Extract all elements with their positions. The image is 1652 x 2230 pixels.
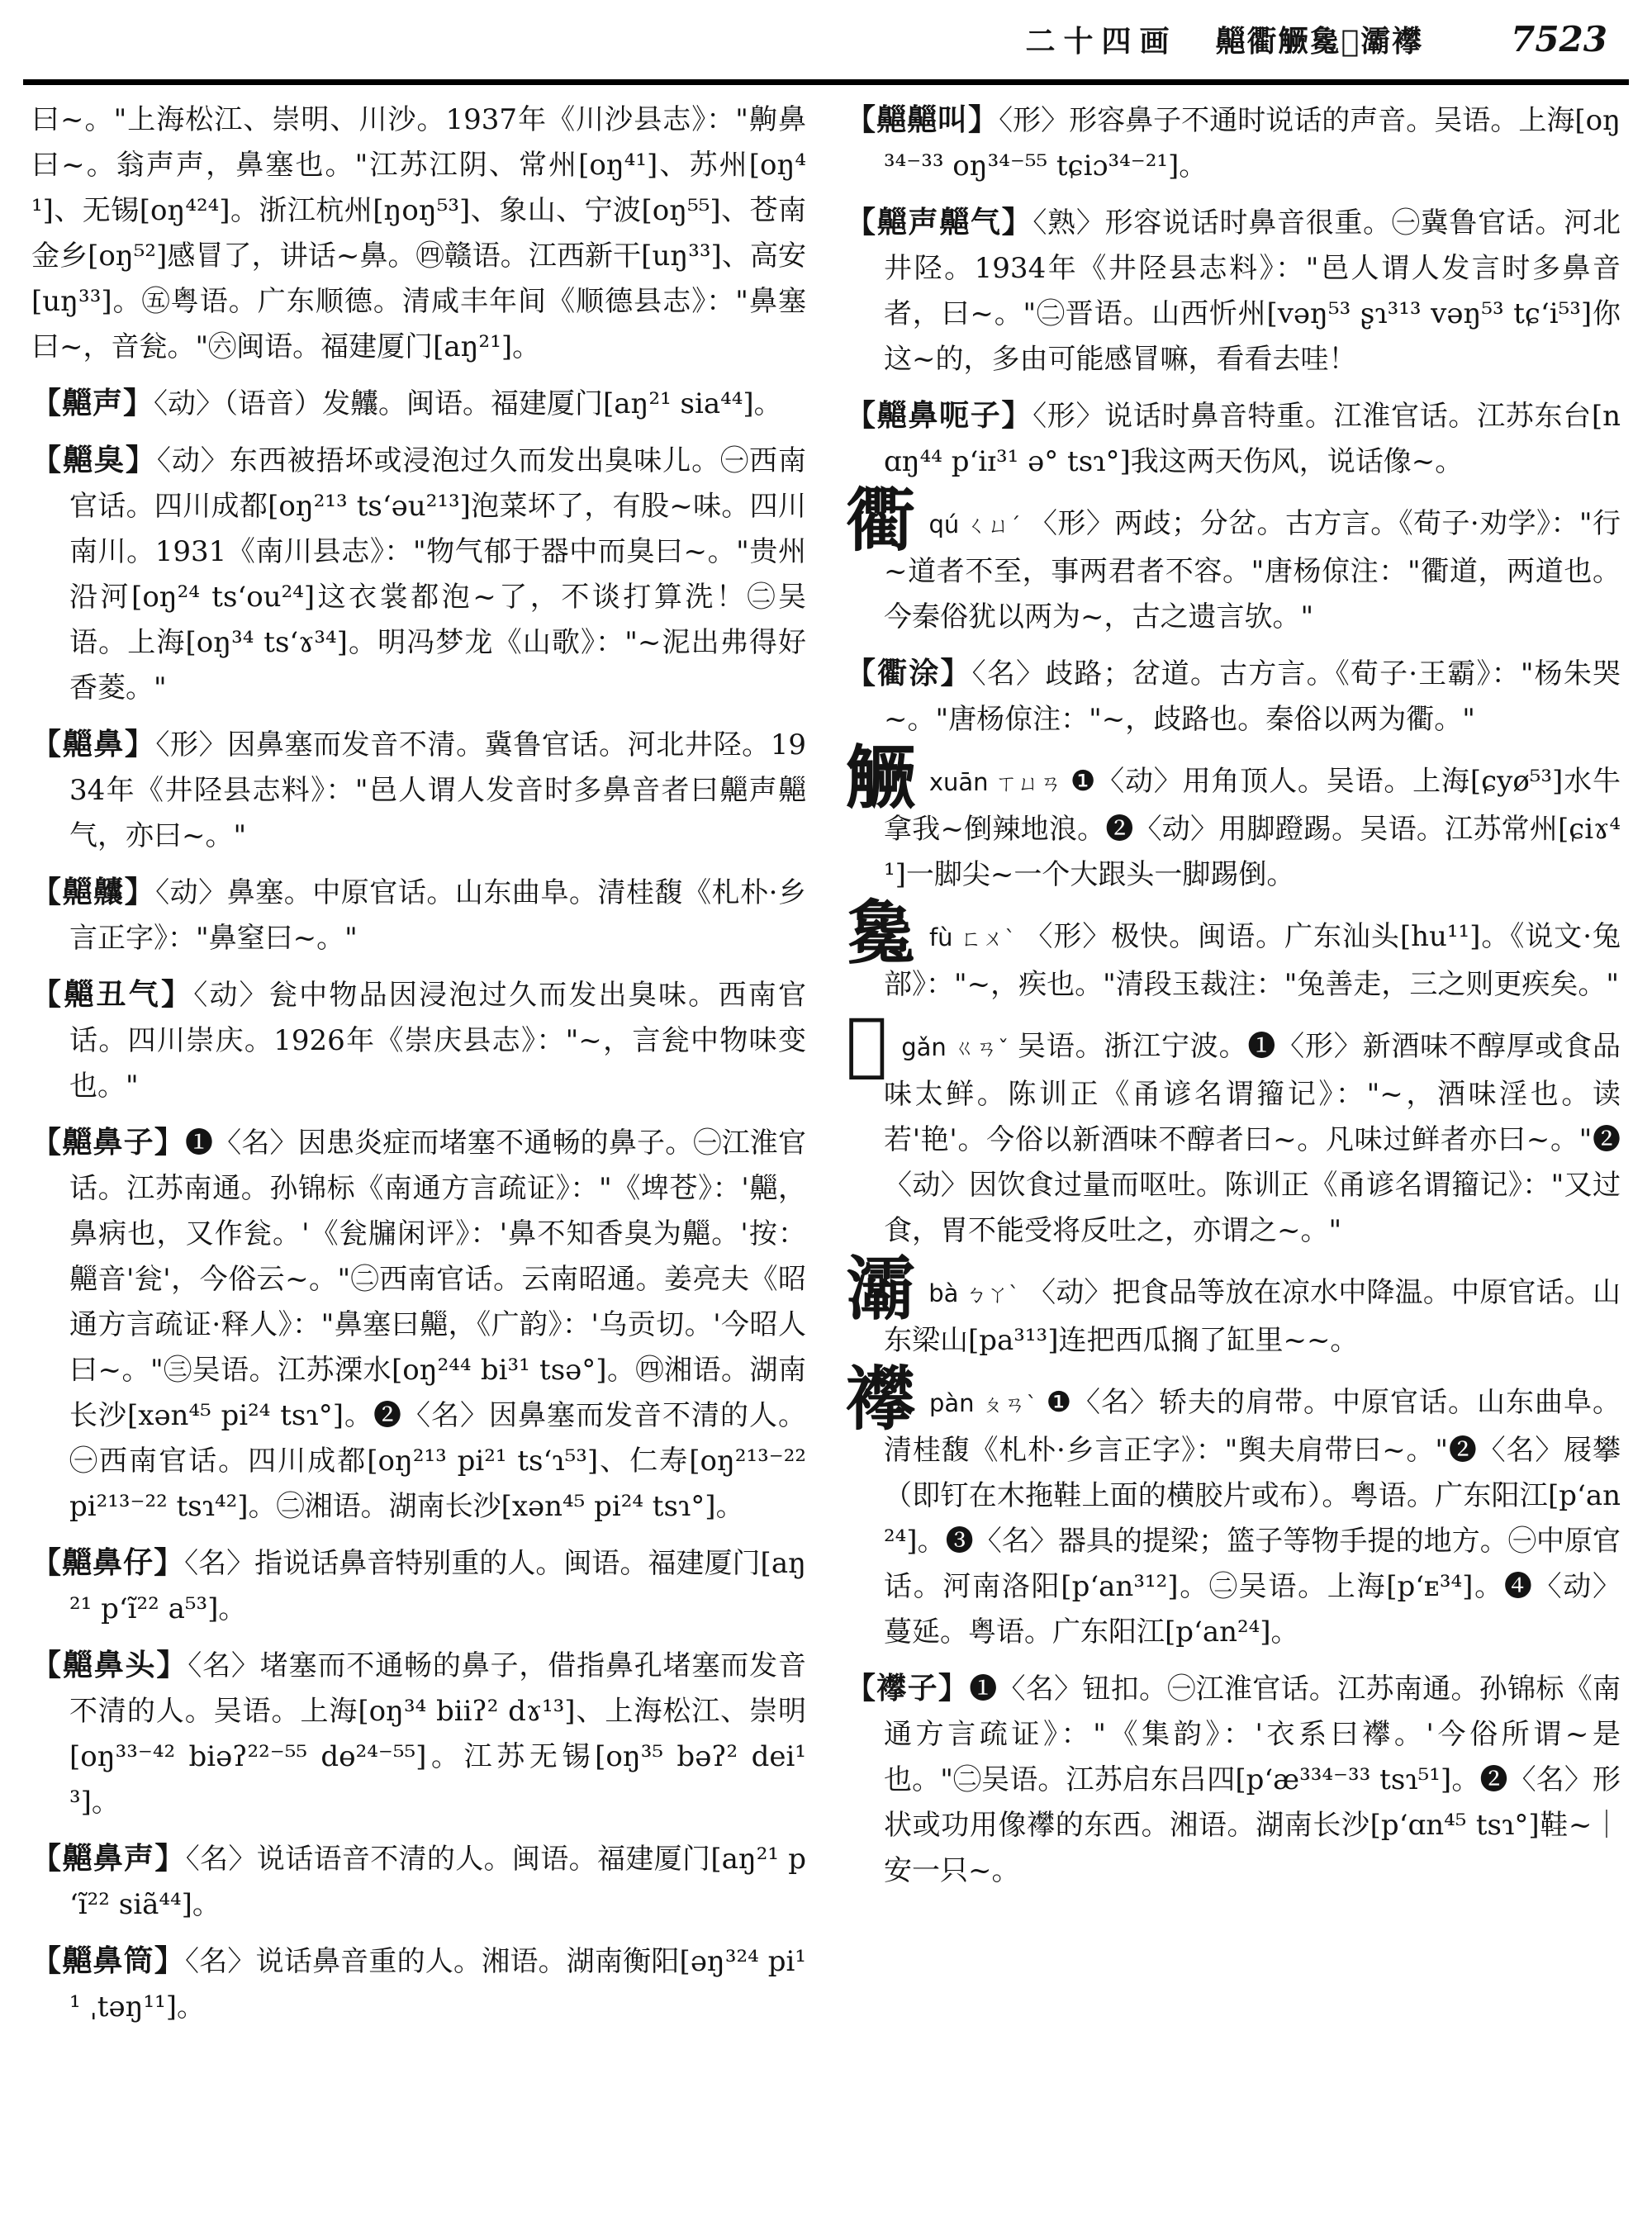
entry-headchar: 毚 [846,892,916,974]
entry-headword: 【衢涂】 [846,656,972,690]
entry-body: 〈动〉鼻塞。中原官话。山东曲阜。清桂馥《札朴·乡言正字》："鼻窒曰~。" [69,876,806,955]
entry-body: 〈名〉指说话鼻音特别重的人。闽语。福建厦门[aŋ²¹ pʻĩ²² a⁵³]。 [69,1547,806,1625]
entry-headchar: 衢 [846,479,916,561]
entry-body: ❶〈动〉用角顶人。吴语。上海[ɕyø⁵³]水牛拿我~倒辣地浪。❷〈动〉用脚蹬踢。吴语。江苏常州[ɕiɤ⁴¹]一脚尖~一个大跟头一脚踢倒。 [884,765,1621,891]
entry-body: ❶〈名〉钮扣。㊀江淮官话。江苏南通。孙锦标《南通方言疏证》："《集韵》：'衣系曰襻。'今俗所谓~是也。"㊁吴语。江苏启东吕四[pʻæ³³⁴⁻³³ tsɿ⁵¹]。❷〈名〉形状或功用像襻的东西。湘语。湖南长沙[pʻɑn⁴⁵ tsɿ°]鞋~｜安一只~。 [884,1672,1621,1887]
entry-headword: 【齆声】 [31,386,154,420]
entry-pinyin: qú [928,510,960,539]
entry-body: 〈动〉（语音）发齉。闽语。福建厦门[aŋ²¹ sia⁴⁴]。 [154,387,782,420]
entry-body: 〈名〉说话鼻音重的人。湘语。湖南衡阳[əŋ³²⁴ pi¹¹ ˌtəŋ¹¹]。 [69,1945,806,2024]
entry-body: 〈熟〉形容说话时鼻音很重。㊀冀鲁官话。河北井陉。1934年《井陉县志料》："邑人谓人发言时多鼻音者，曰~。"㊁晋语。山西忻州[vəŋ⁵³ ʂɿ³¹³ vəŋ⁵³ tɕʻi⁵³]你这~的，多由可能感冒嘛，看看去哇！ [884,206,1621,376]
entry-headword: 【齆鼻头】 [31,1648,188,1682]
dictionary-entry [31,1643,806,1825]
entry-headword: 【齆齆叫】 [846,102,999,137]
entry-pinyin: gǎn [901,1033,947,1061]
entry-body: ❶〈名〉因患炎症而堵塞不通畅的鼻子。㊀江淮官话。江苏南通。孙锦标《南通方言疏证》："《埤苍》：'齆，鼻病也，又作瓮。'《瓮牖闲评》：'鼻不知香臭为齆。'按：齆音'瓮'，今俗云~。"㊁西南官话。云南昭通。姜亮夫《昭通方言疏证·释人》："鼻塞曰齆，《广韵》：'乌贡切。'今昭人曰~。"㊂吴语。江苏溧水[oŋ²⁴⁴ bi³¹ tsə°]。㊃湘语。湖南长沙[xən⁴⁵ pi²⁴ tsɿ°]。❷〈名〉因鼻塞而发音不清的人。㊀西南官话。四川成都[oŋ²¹³ pi²¹ tsʻɿ⁵³]、仁寿[oŋ²¹³⁻²² pi²¹³⁻²² tsɿ⁴²]。㊁湘语。湖南长沙[xən⁴⁵ pi²⁴ tsɿ°]。 [69,1127,806,1523]
dictionary-entry [846,97,1621,189]
entry-body: 吴语。浙江宁波。❶〈形〉新酒味不醇厚或食品味太鲜。陈训正《甬谚名谓籀记》："~，酒味淫也。读若'艳'。今俗以新酒味不醇者曰~。凡味过鲜者亦曰~。"❷〈动〉因饮食过量而呕吐。陈训正《甬谚名谓籀记》："又过食，胃不能受将反吐之，亦谓之~。" [884,1030,1621,1247]
page-number: 7523 [1511,19,1607,59]
entry-headword: 【齆声齆气】 [846,205,1033,240]
entry-zhuyin: ㄑㄩˊ [966,514,1021,539]
entry-headchar: 襻 [846,1358,916,1440]
entry-headword: 【襻子】 [846,1671,970,1706]
guide-characters: 齆衢𧤼毚𨣥灞襻 [1215,24,1424,59]
entry-headword: 【齆鼻声】 [31,1841,186,1876]
entry-zhuyin: ㄒㄩㄢ [995,771,1062,796]
entry-body: 〈名〉歧路；岔道。古方言。《荀子·王霸》："杨朱哭~。"唐杨倞注："~，歧路也。秦俗以两为衢。" [884,657,1621,736]
dictionary-entry [31,1120,806,1530]
entry-headchar: 灞 [846,1248,916,1330]
dictionary-entry [31,381,806,427]
dictionary-entry [846,651,1621,743]
dictionary-entry [846,1358,1621,1655]
entry-pinyin: pàn [929,1389,975,1417]
stroke-count-section-label: 二十四画 [1025,24,1178,59]
dictionary-entry [846,1002,1621,1254]
header-rule [23,79,1629,85]
entry-zhuyin: ㄆㄢˋ [980,1393,1038,1417]
entry-zhuyin: ㄈㄨˋ [959,927,1017,951]
entry-body: 〈形〉两歧；分岔。古方言。《荀子·劝学》："行~道者不至，事两君者不容。"唐杨倞注："衢道，两道也。今秦俗犹以两为~，古之遗言欤。" [884,507,1621,633]
entry-body: 〈形〉说话时鼻音特重。江淮官话。江苏东台[nɑŋ⁴⁴ pʻiɪ³¹ ə° tsɿ°]我这两天伤风，说话像~。 [884,400,1621,478]
entry-body: 〈动〉瓮中物品因浸泡过久而发出臭味。西南官话。四川崇庆。1926年《崇庆县志》："~，言瓮中物味变也。" [69,979,806,1103]
entry-headword: 【齆臭】 [31,443,157,477]
right-column [846,97,1621,2041]
entry-headword: 【齆鼻子】 [31,1125,185,1160]
entry-body: 曰~。"上海松江、崇明、川沙。1937年《川沙县志》："齁鼻曰~。翁声声，鼻塞也。"江苏江阴、常州[oŋ⁴¹]、苏州[oŋ⁴¹]、无锡[oŋ⁴²⁴]。浙江杭州[ŋoŋ⁵³]、象山、宁波[oŋ⁵⁵]、苍南金乡[oŋ⁵²]感冒了，讲话~鼻。㊃赣语。江西新干[uŋ³³]、高安[uŋ³³]。㊄粤语。广东顺德。清咸丰年间《顺德县志》："鼻塞曰~，音瓮。"㊅闽语。福建厦门[aŋ²¹]。 [31,103,806,363]
dictionary-entry [31,722,806,859]
entry-body: 〈名〉说话语音不清的人。闽语。福建厦门[aŋ²¹ pʻĩ²² siã⁴⁴]。 [69,1843,806,1921]
entry-headword: 【齆齉】 [31,875,156,909]
entry-body: 〈形〉形容鼻子不通时说话的声音。吴语。上海[oŋ³⁴⁻³³ oŋ³⁴⁻⁵⁵ tɕiɔ³⁴⁻²¹]。 [884,104,1621,183]
dictionary-entry [31,870,806,961]
entry-headword: 【齆丑气】 [31,977,194,1012]
entry-body: ❶〈名〉轿夫的肩带。中原官话。山东曲阜。清桂馥《札朴·乡言正字》："舆夫肩带曰~。"❷〈名〉屐攀（即钉在木拖鞋上面的横胶片或布）。粤语。广东阳江[pʻan²⁴]。❸〈名〉器具的提梁；篮子等物手提的地方。㊀中原官话。河南洛阳[pʻan³¹²]。㊁吴语。上海[pʻᴇ³⁴]。❹〈动〉蔓延。粤语。广东阳江[pʻan²⁴]。 [884,1386,1621,1649]
running-head [0,18,1619,60]
entry-zhuyin: ㄅㄚˋ [965,1283,1020,1307]
entry-body: 〈形〉极快。闽语。广东汕头[hu¹¹]。《说文·兔部》："~，疾也。"清段玉裁注："兔善走，三之则更疾矣。" [884,920,1621,1001]
dictionary-entry [846,479,1621,640]
dictionary-entry [31,1836,806,1928]
dictionary-entry [846,737,1621,898]
left-column [31,97,806,2041]
entry-body: 〈动〉东西被捂坏或浸泡过久而发出臭味儿。㊀西南官话。四川成都[oŋ²¹³ tsʻəu²¹³]泡菜坏了，有股~味。四川南川。1931《南川县志》："物气郁于器中而臭曰~。"贵州沿河[oŋ²⁴ tsʻou²⁴]这衣裳都泡~了，不谈打算洗！㊁吴语。上海[oŋ³⁴ tsʻɤ³⁴]。明冯梦龙《山歌》："~泥出弗得好香菱。" [69,444,806,705]
dictionary-entry [31,1540,806,1632]
dictionary-entry [846,393,1621,485]
dictionary-entry [846,1248,1621,1364]
entry-headchar: 𨣥 [846,1002,889,1084]
entry-body: 〈动〉把食品等放在凉水中降温。中原官话。山东梁山[pa³¹³]连把西瓜搁了缸里~~。 [884,1276,1621,1357]
entry-headword: 【齆鼻】 [31,727,156,762]
dictionary-entry [31,438,806,711]
dictionary-entry [846,200,1621,382]
dictionary-entry [31,972,806,1109]
entry-headword: 【齆鼻仔】 [31,1545,185,1580]
dictionary-entry [846,892,1621,1008]
dictionary-entry [846,1666,1621,1894]
entry-body: 〈形〉因鼻塞而发音不清。冀鲁官话。河北井陉。1934年《井陉县志料》："邑人谓人发音时多鼻音者曰齆声齆气，亦曰~。" [69,728,806,852]
entry-pinyin: xuān [928,768,989,796]
dictionary-entry [31,1938,806,2030]
text-columns [31,97,1621,2041]
entry-headword: 【齆鼻筒】 [31,1943,185,1978]
entry-headword: 【齆鼻呃子】 [846,398,1033,433]
entry-body: 〈名〉堵塞而不通畅的鼻子，借指鼻孔堵塞而发音不清的人。吴语。上海[oŋ³⁴ biiʔ² dɤ¹³]、上海松江、崇明[oŋ³³⁻⁴² biəʔ²²⁻⁵⁵ dɵ²⁴⁻⁵⁵]。江苏无锡[oŋ³⁵ bəʔ² dei¹³]。 [69,1649,806,1819]
dictionary-entry [31,97,806,370]
entry-pinyin: bà [928,1279,959,1307]
entry-pinyin: fù [928,923,953,951]
entry-headchar: 𧤼 [846,737,916,818]
entry-zhuyin: ㄍㄢˇ [952,1037,1009,1061]
